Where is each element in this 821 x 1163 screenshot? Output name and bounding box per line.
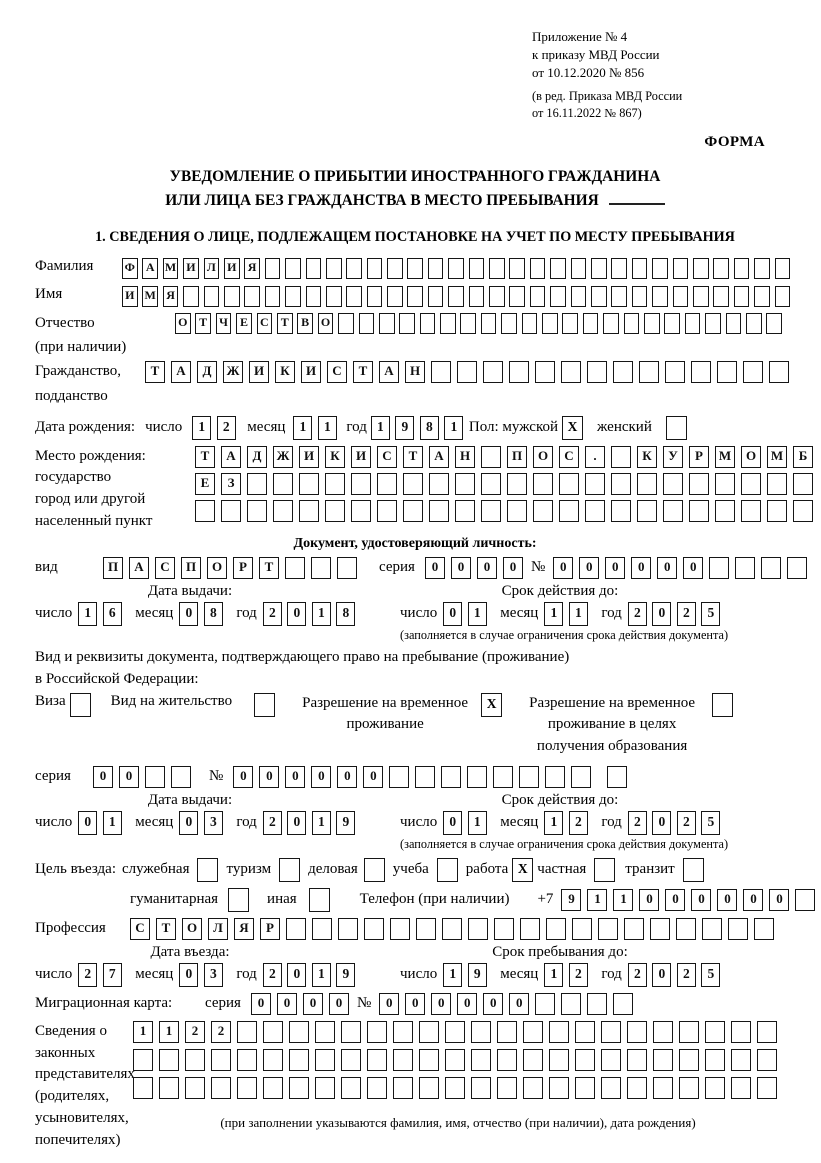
residence-issue-date [35,811,400,835]
doc-kind-cells: П А С П О Р Т [103,557,363,579]
purpose-humanitarian-checkbox [228,888,249,912]
number-label: № [356,995,372,1012]
series-label: серия [205,995,241,1012]
valid-note: (заполняется в случае ограничения срока действия документа) [400,836,729,851]
sex-female-label: женский [597,419,652,436]
stay-until-group [400,944,734,987]
purpose-work-label: работа [465,861,509,878]
day-cells: 0 1 [78,811,127,835]
purpose-row2 [35,888,795,912]
field-representatives [35,1021,795,1152]
representatives-row1: 1 1 2 2 [133,1021,783,1043]
purpose-tourism-label: туризм [226,861,272,878]
year-cells: 2 0 2 5 [628,811,726,835]
month-cells: 0 8 [179,602,228,626]
purpose-official-label: служебная [121,861,190,878]
stay-until-heading: Срок пребывания до: [492,943,628,960]
day-label: число [400,966,438,983]
residence-intro-line2: в Российской Федерации: [35,670,199,687]
option-temp-residence-checkbox: X [481,693,502,717]
issue-date-heading: Дата выдачи: [147,582,233,599]
stay-until-date [400,963,734,987]
citizenship-label: Гражданство, подданство [35,363,122,404]
birth-place-row1: Т А Д Ж И К И С Т А Н П О С . К У Р М О М Б [195,446,819,468]
residence-valid-group [400,792,734,852]
birth-place-rows [195,446,819,522]
representatives-row2 [133,1049,783,1071]
surname-label: Фамилия [35,257,94,274]
birth-date-label: Дата рождения: [35,419,136,436]
year-label: год [601,814,622,831]
purpose-transit-checkbox [683,858,704,882]
purpose-humanitarian-label: гуманитарная [130,891,219,908]
residence-dates [35,792,795,852]
purpose-private-label: частная [537,861,587,878]
purpose-label: Цель въезда: [35,861,116,878]
field-migration-card [35,993,795,1015]
number-label: № [530,559,546,576]
migration-number-cells: 0 0 0 0 0 0 [379,993,639,1015]
profession-label: Профессия [35,920,106,937]
birth-year-cells: 1 9 8 1 [371,416,469,440]
profession-cells: С Т О Л Я Р [130,918,780,940]
residence-issue-group [35,792,400,835]
name-cells: И М Я [122,286,795,307]
month-cells: 0 3 [179,963,228,987]
field-surname [35,258,795,279]
birth-day-cells: 1 2 [192,416,241,440]
year-label: год [346,419,367,436]
representatives-row3 [133,1077,783,1099]
day-cells: 1 6 [78,602,127,626]
series-label: серия [379,559,415,576]
purpose-work-checkbox: X [512,858,533,882]
amendment-note [532,88,767,122]
option-temp-residence-label: Разрешение на временное проживание [302,694,469,733]
purpose-study-label: учеба [392,861,429,878]
identity-issue-date [35,602,400,626]
form-label: ФОРМА [704,133,765,150]
purpose-business-checkbox [364,858,385,882]
surname-cells: Ф А М И Л И Я [122,258,795,279]
year-cells: 2 0 1 9 [263,811,361,835]
identity-doc-dates [35,583,795,643]
representatives-label: Сведения о законных представителях (родителях, усыновителях, попечителях) [35,1022,135,1148]
residence-valid-date [400,811,734,835]
entry-date-group [35,944,400,987]
phone-label: Телефон (при наличии) [359,891,510,908]
entry-date [35,963,400,987]
doc-series-cells: 0 0 0 0 [425,557,529,579]
day-cells: 0 1 [443,602,492,626]
valid-until-heading: Срок действия до: [501,791,619,808]
appendix-line: Приложение № 4 [532,29,628,44]
sex-female-checkbox [666,416,687,440]
option-residence-permit-checkbox [254,693,275,717]
month-label: месяц [500,814,539,831]
purpose-other-checkbox [309,888,330,912]
patronymic-cells: О Т Ч Е С Т В О [175,313,787,334]
month-cells: 1 1 [544,602,593,626]
sex-male-label: Пол: мужской [468,419,559,436]
option-temp-residence-edu-checkbox [712,693,733,717]
phone-cells: 9 1 1 0 0 0 0 0 0 [561,889,821,911]
year-cells: 2 0 1 9 [263,963,361,987]
year-label: год [601,966,622,983]
form-title [35,165,795,213]
day-label: число [400,605,438,622]
patronymic-note: (при наличии) [35,339,127,356]
valid-note: (заполняется в случае ограничения срока действия документа) [400,627,729,642]
representatives-rows [133,1021,783,1131]
series-label: серия [35,768,71,785]
residence-number-cells: 0 0 0 0 0 0 [233,766,597,788]
field-profession [35,918,795,940]
form-title-line1: УВЕДОМЛЕНИЕ О ПРИБЫТИИ ИНОСТРАННОГО ГРАЖДАНИНА [169,167,661,185]
month-cells: 0 3 [179,811,228,835]
entry-date-heading: Дата въезда: [150,943,230,960]
field-birth-place [35,446,808,533]
amendment-line: от 16.11.2022 № 867) [532,105,642,120]
migration-series-cells: 0 0 0 0 [251,993,355,1015]
appendix-line: к приказу МВД России [532,47,660,63]
year-cells: 2 0 1 8 [263,602,361,626]
purpose-private-checkbox [594,858,615,882]
doc-number-cells: 0 0 0 0 0 0 [553,557,813,579]
purpose-transit-label: транзит [625,861,675,878]
sex-male-checkbox: X [562,416,583,440]
identity-valid-group [400,583,734,643]
purpose-row1 [35,858,795,882]
residence-intro-line1: Вид и реквизиты документа, подтверждающего право на пребывание (проживание) [35,648,570,665]
section1-heading: 1. СВЕДЕНИЯ О ЛИЦЕ, ПОДЛЕЖАЩЕМ ПОСТАНОВКЕ НА УЧЕТ ПО МЕСТУ ПРЕБЫВАНИЯ [95,228,735,245]
issue-date-heading: Дата выдачи: [147,791,233,808]
identity-issue-group [35,583,400,626]
number-label: № [209,768,224,785]
appendix-line: от 10.12.2020 № 856 [532,65,645,81]
year-label: год [236,605,257,622]
year-cells: 2 0 2 5 [628,963,726,987]
birth-place-label: Место рождения: государство город или другой населенный пункт [35,447,153,529]
year-label: год [236,814,257,831]
entry-dates [35,944,795,987]
name-label: Имя [35,285,63,302]
day-label: число [400,814,438,831]
month-label: месяц [135,814,174,831]
field-name [35,286,795,307]
valid-until-heading: Срок действия до: [501,582,619,599]
month-label: месяц [500,605,539,622]
option-temp-residence-edu-label: Разрешение на временное проживание в целях получения образования [529,694,696,755]
residence-series-row [35,766,795,788]
field-citizenship [35,361,795,408]
field-patronymic [35,313,795,360]
patronymic-label: Отчество (при наличии) [35,313,175,360]
option-residence-permit-label: Вид на жительство [110,692,233,709]
day-label: число [35,966,73,983]
birth-month-cells: 1 1 [293,416,342,440]
month-label: месяц [135,966,174,983]
phone-prefix: +7 [537,891,554,908]
day-label: число [35,605,73,622]
residence-number-tail-cell [607,766,633,788]
purpose-official-checkbox [197,858,218,882]
purpose-business-label: деловая [308,861,358,878]
doc-kind-label: вид [35,559,58,576]
representatives-note: (при заполнении указываются фамилия, имя, отчество (при наличии), дата рождения) [220,1114,696,1130]
title-blank-underline [609,190,665,205]
purpose-study-checkbox [437,858,458,882]
option-visa-checkbox [70,693,91,717]
identity-valid-date [400,602,734,626]
day-label: число [35,814,73,831]
birth-place-row2: Е З [195,473,819,495]
option-visa-label: Виза [35,692,66,709]
month-cells: 1 2 [544,811,593,835]
field-birth-date [35,416,795,440]
birth-place-row3 [195,500,819,522]
amendment-line: (в ред. Приказа МВД России [532,88,683,103]
residence-options-row [35,693,795,758]
identity-doc-heading: Документ, удостоверяющий личность: [293,535,537,551]
day-label: число [145,419,183,436]
month-label: месяц [135,605,174,622]
migration-card-label: Миграционная карта: [35,995,173,1012]
purpose-tourism-checkbox [279,858,300,882]
year-cells: 2 0 2 5 [628,602,726,626]
month-label: месяц [500,966,539,983]
form-title-line2: ИЛИ ЛИЦА БЕЗ ГРАЖДАНСТВА В МЕСТО ПРЕБЫВАНИЯ [35,189,795,213]
purpose-other-label: иная [267,891,297,908]
citizenship-cells: Т А Д Ж И К И С Т А Н [145,361,795,383]
year-label: год [601,605,622,622]
month-cells: 1 2 [544,963,593,987]
appendix-header [532,28,767,122]
identity-doc-kind-row [35,557,795,579]
month-label: месяц [247,419,286,436]
day-cells: 2 7 [78,963,127,987]
residence-series-cells: 0 0 [93,766,197,788]
year-label: год [236,966,257,983]
day-cells: 0 1 [443,811,492,835]
day-cells: 1 9 [443,963,492,987]
